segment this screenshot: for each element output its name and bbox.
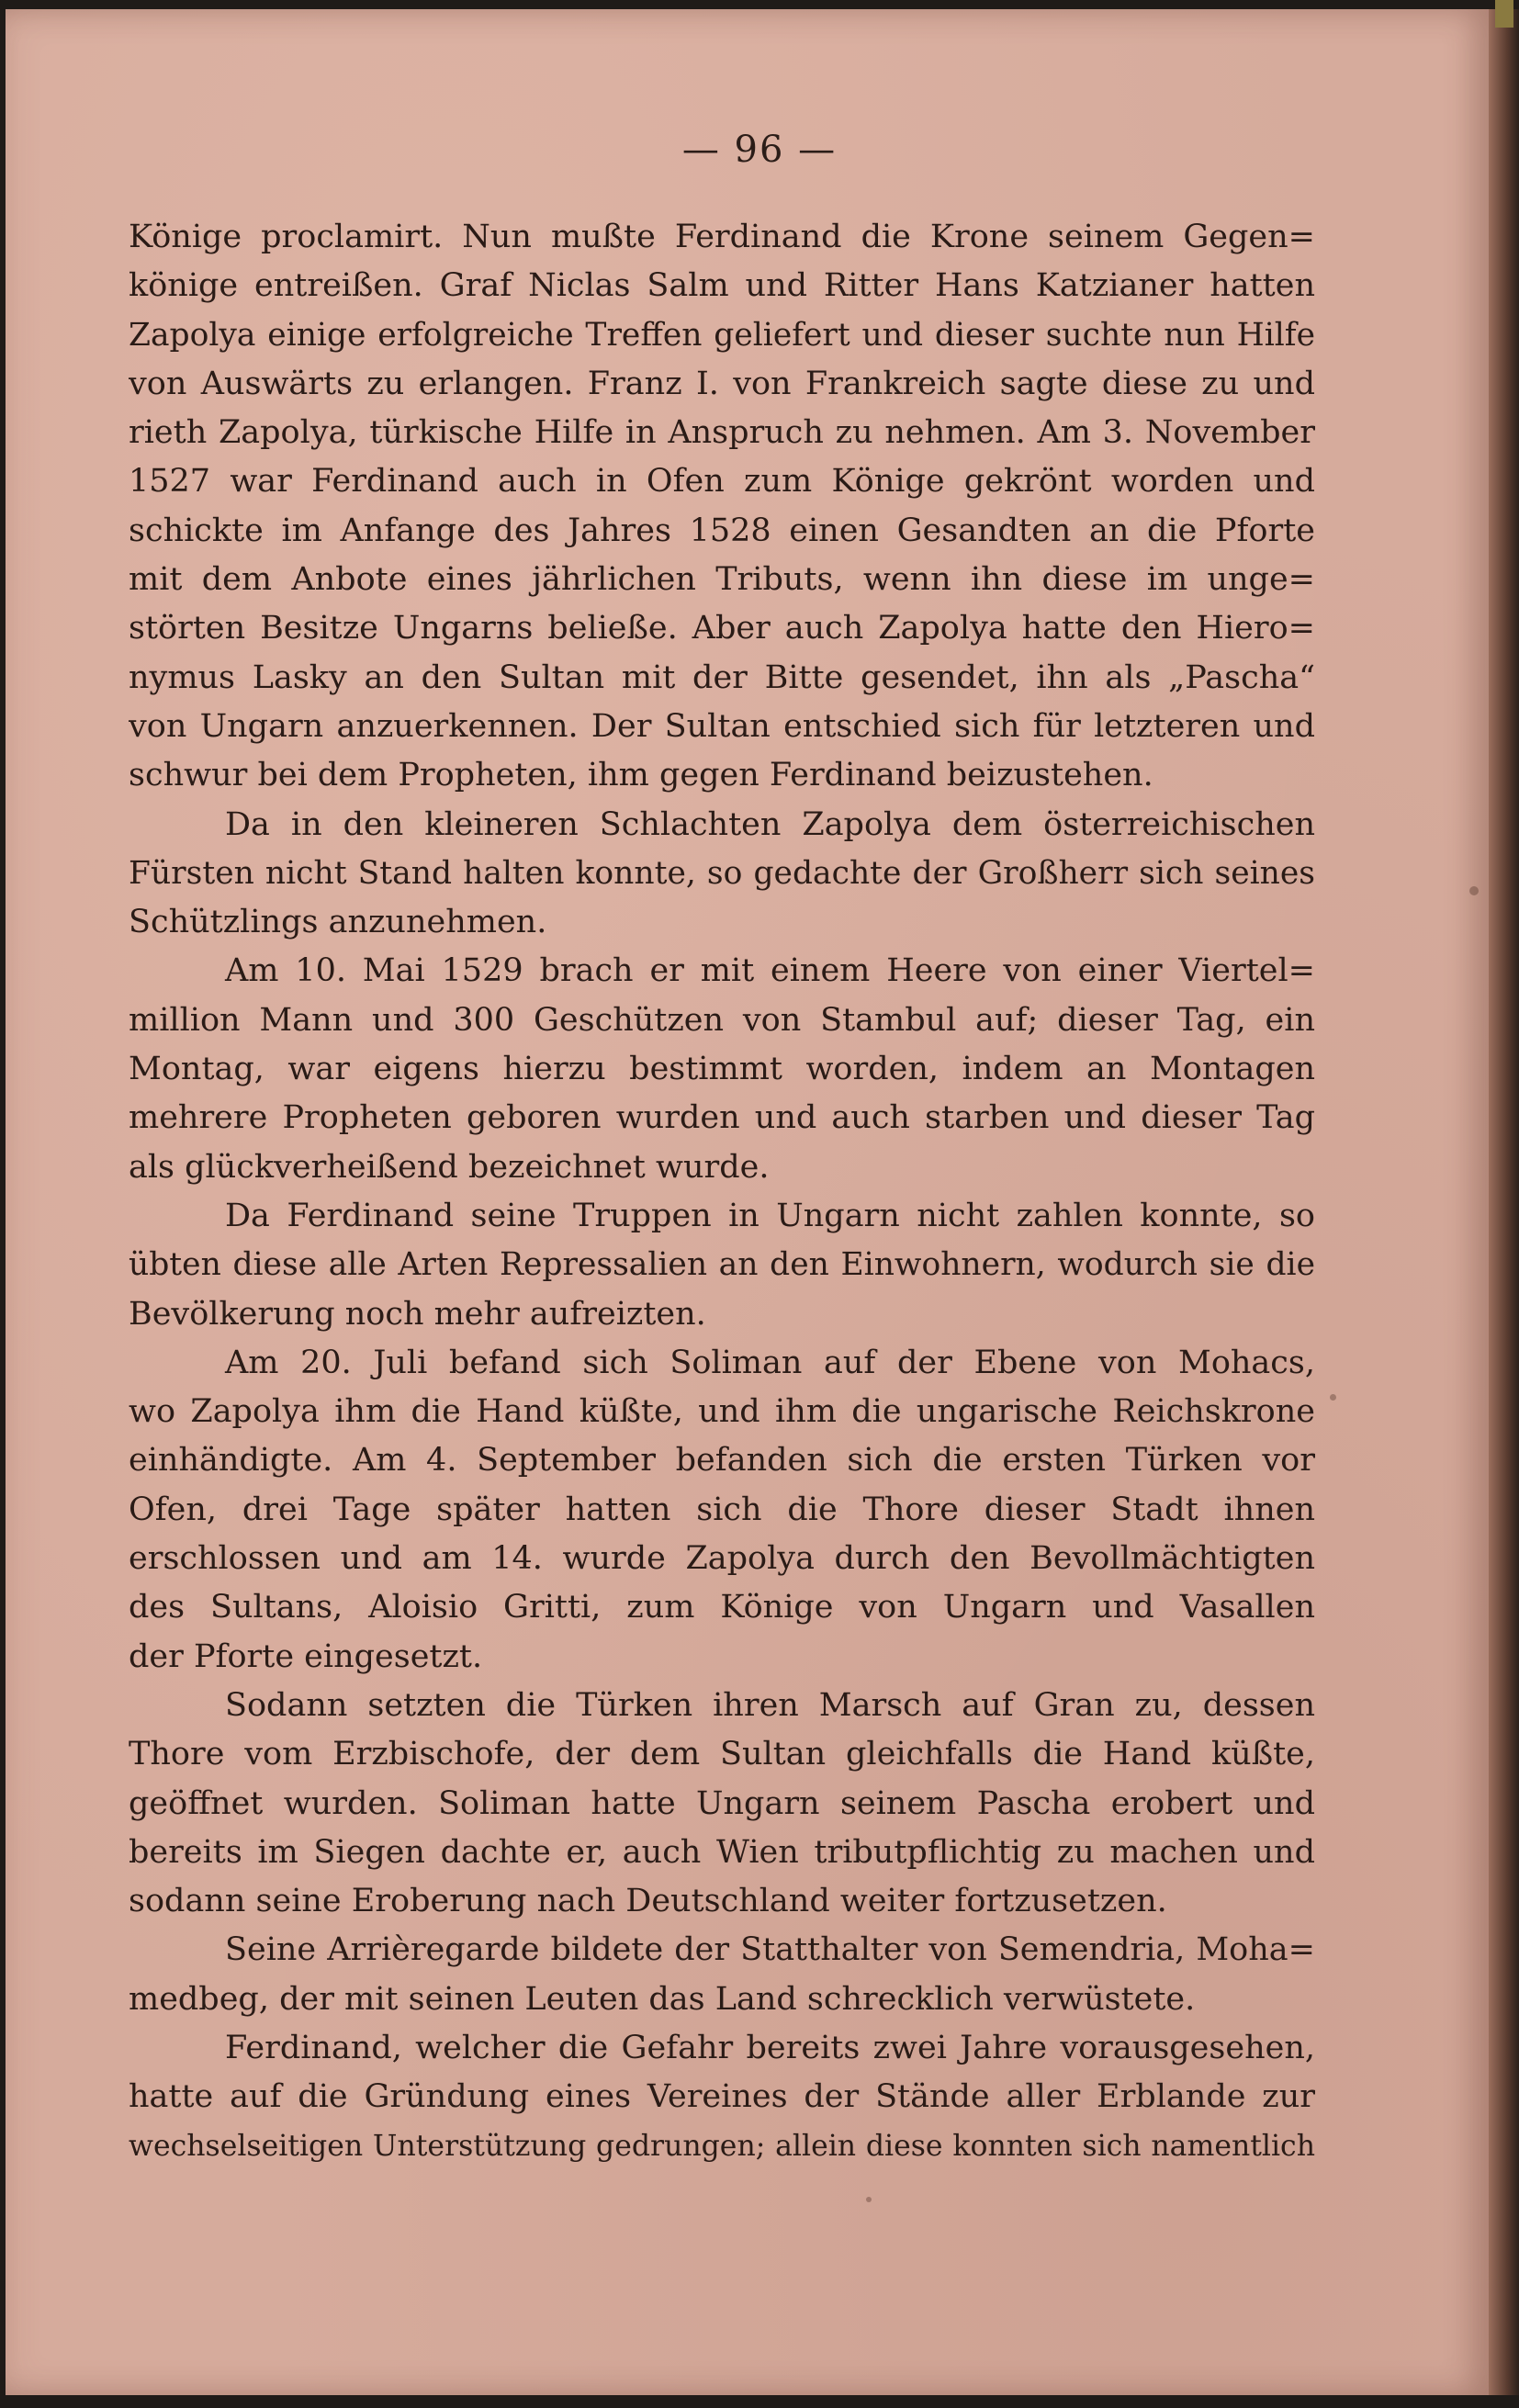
text-line: Thore vom Erzbischofe, der dem Sultan gleichfalls die Hand küßte, xyxy=(129,1736,1315,1773)
text-line: erschlossen und am 14. wurde Zapolya durch den Bevollmächtigten xyxy=(129,1540,1315,1578)
paper-speck xyxy=(1330,1394,1336,1401)
text-line: sodann seine Eroberung nach Deutschland weiter fortzusetzen. xyxy=(129,1883,1167,1920)
text-line: rieth Zapolya, türkische Hilfe in Anspruch zu nehmen. Am 3. November xyxy=(129,414,1315,452)
page-number: — 96 — xyxy=(681,129,838,171)
text-line: million Mann und 300 Geschützen von Stambul auf; dieser Tag, ein xyxy=(129,1001,1315,1039)
paper-speck xyxy=(866,2197,872,2202)
text-line: Zapolya einige erfolgreiche Treffen geliefert und dieser suchte nun Hilfe xyxy=(129,316,1315,354)
text-line: Bevölkerung noch mehr aufreizten. xyxy=(129,1295,706,1333)
text-line: Könige proclamirt. Nun mußte Ferdinand die Krone seinem Gegen= xyxy=(129,219,1315,255)
text-line: Ofen, drei Tage später hatten sich die Thore dieser Stadt ihnen xyxy=(129,1491,1315,1528)
paper-speck xyxy=(1469,886,1479,895)
text-line: hatte auf die Gründung eines Vereines der Stände aller Erblande zur xyxy=(129,2078,1315,2116)
text-line: als glückverheißend bezeichnet wurde. xyxy=(129,1148,770,1186)
text-line: könige entreißen. Graf Niclas Salm und Ritter Hans Katzianer hatten xyxy=(129,267,1315,305)
text-line: bereits im Siegen dachte er, auch Wien tributpflichtig zu machen und xyxy=(129,1833,1315,1871)
text-line: Sodann setzten die Türken ihren Marsch auf Gran zu, dessen xyxy=(225,1686,1315,1724)
text-line: 1527 war Ferdinand auch in Ofen zum Könige gekrönt worden und xyxy=(129,463,1315,501)
text-line: nymus Lasky an den Sultan mit der Bitte gesendet, ihn als „Pascha“ xyxy=(129,658,1315,696)
text-line: mehrere Propheten geboren wurden und auch starben und dieser Tag xyxy=(129,1099,1315,1137)
text-line: störten Besitze Ungarns beließe. Aber auch Zapolya hatte den Hiero= xyxy=(129,610,1315,647)
text-line: Montag, war eigens hierzu bestimmt worden, indem an Montagen xyxy=(129,1051,1315,1088)
text-line: von Auswärts zu erlangen. Franz I. von Frankreich sagte diese zu und xyxy=(129,365,1315,402)
text-line: Seine Arrièregarde bildete der Statthalter von Semendria, Moha= xyxy=(225,1931,1315,1969)
text-line: der Pforte eingesetzt. xyxy=(129,1637,483,1675)
text-line: wechselseitigen Unterstützung gedrungen; allein diese konnten sich namentlich xyxy=(129,2129,1315,2163)
text-line: schickte im Anfange des Jahres 1528 einen Gesandten an die Pforte xyxy=(129,512,1315,549)
text-line: einhändigte. Am 4. September befanden sich die ersten Türken vor xyxy=(129,1442,1315,1480)
text-line: des Sultans, Aloisio Gritti, zum Könige von Ungarn und Vasallen xyxy=(129,1589,1315,1626)
text-line: Am 20. Juli befand sich Soliman auf der Ebene von Mohacs, xyxy=(225,1344,1315,1381)
binding-thread xyxy=(1495,0,1513,28)
text-line: Da in den kleineren Schlachten Zapolya dem österreichischen xyxy=(225,805,1315,843)
text-line: von Ungarn anzuerkennen. Der Sultan entschied sich für letzteren und xyxy=(129,707,1315,745)
text-line: übten diese alle Arten Repressalien an den Einwohnern, wodurch sie die xyxy=(129,1246,1315,1284)
text-line: schwur bei dem Propheten, ihm gegen Ferdinand beizustehen. xyxy=(129,757,1153,794)
text-line: Ferdinand, welcher die Gefahr bereits zwei Jahre vorausgesehen, xyxy=(225,2029,1315,2066)
book-spine-edge xyxy=(1489,9,1519,2395)
text-line: mit dem Anbote eines jährlichen Tributs, wenn ihn diese im unge= xyxy=(129,561,1315,599)
text-line: wo Zapolya ihm die Hand küßte, und ihm die ungarische Reichskrone xyxy=(129,1393,1315,1431)
text-line: Am 10. Mai 1529 brach er mit einem Heere von einer Viertel= xyxy=(225,952,1315,990)
text-line: geöffnet wurden. Soliman hatte Ungarn seinem Pascha erobert und xyxy=(129,1784,1315,1822)
text-line: Da Ferdinand seine Truppen in Ungarn nicht zahlen konnte, so xyxy=(225,1197,1315,1234)
body-text xyxy=(129,213,1315,2171)
text-line: Fürsten nicht Stand halten konnte, so gedachte der Großherr sich seines xyxy=(129,854,1315,892)
text-line: medbeg, der mit seinen Leuten das Land schrecklich verwüstete. xyxy=(129,1980,1196,2018)
text-line: Schützlings anzunehmen. xyxy=(129,904,547,941)
